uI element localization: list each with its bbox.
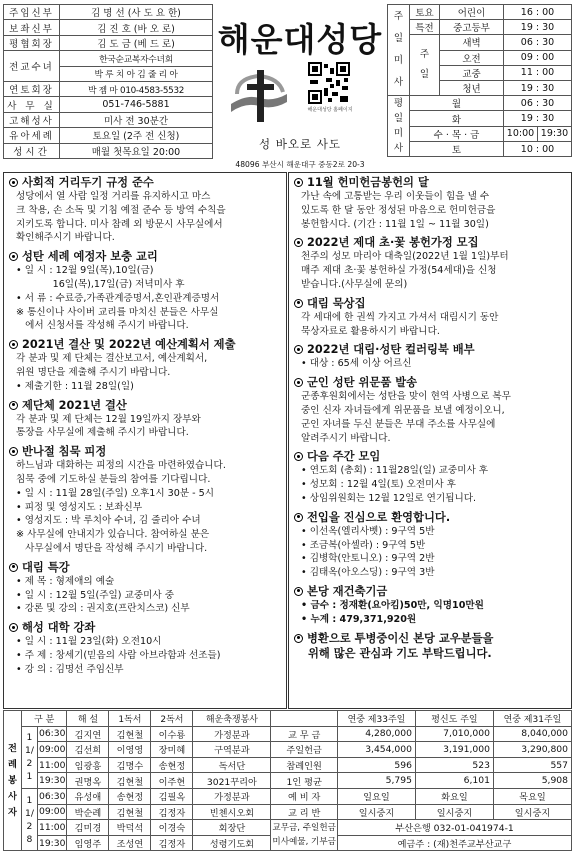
person-cell: 김선희 [67,742,109,758]
notice-line: • 강론 및 강의 : 권지호(프란치스코) 신부 [16,603,190,615]
notice-section [4,398,286,441]
mass-cell: 교중 [440,65,504,80]
notice-title [9,444,281,459]
weekday-day: 월 [410,96,504,111]
mass-row [388,5,572,20]
staff-value: 박 루 치 아 김 줄 리 아 [60,66,213,81]
notice-line: 천주의 성모 마리아 대축일(2022년 1월 1일)부터 [301,251,509,263]
date-cell [21,788,37,850]
group-cell: 독서단 [193,757,271,773]
notice-body [294,390,566,445]
notice-section [289,175,571,231]
notice-line: • 대상 : 65세 이상 어르신 [301,358,412,370]
time-cell: 09:00 [37,742,66,758]
mass-time: 16 : 00 [504,5,572,20]
mass-cell: 오전 [440,50,504,65]
notice-section [4,620,286,676]
notice-title [294,235,566,250]
staff-value: 매월 첫목요일 20:00 [60,143,213,158]
stat-label: 1인 평균 [271,773,338,789]
weekday-time: 19 : 30 [504,111,572,126]
notice-line: ※ 통신이나 사이버 교리를 마치신 분들은 사무실 [16,306,219,318]
staff-value: 051-746-5881 [60,97,213,112]
staff-row [4,112,213,127]
notice-title-text: 2022년 제대 초·꽃 봉헌가정 모집 [307,236,479,250]
notice-line: 통장을 사무실에 제출해 주시기 바랍니다. [16,427,189,439]
qr-code-icon[interactable] [308,62,350,104]
bullet-icon [294,299,303,308]
notice-title [9,398,281,413]
group-cell: 가정분과 [193,788,271,804]
staff-value: 박 젬 마 010-4583-5532 [60,81,213,96]
prayer-request-line [294,631,566,646]
bullet-icon [294,452,303,461]
time-cell: 19:30 [37,835,66,851]
weekday-mass-label [388,96,410,157]
notice-line: • 강 의 : 김명선 주임신부 [16,663,124,675]
column-header: 해운축쟁봉사 [193,711,271,727]
notice-title [294,175,566,190]
notice-line: 성당에서 열 사람 일정 거리를 유지하시고 마스 [16,191,211,202]
notice-line: 각 분과 및 제 단체는 12월 19일까지 장부와 [16,413,201,425]
person-cell: 김필옥 [151,788,193,804]
column-header: 1독서 [109,711,151,727]
notice-title-text: 11월 헌미헌금봉헌의 달 [307,176,429,189]
mass-row [388,126,572,141]
notice-body [294,357,566,371]
weekday-mass-label-text: 평일미사 [393,98,404,155]
group-cell: 가정분과 [193,726,271,742]
sunday-mass-label-text: 주일미사 [393,11,404,89]
person-cell: 임영주 [67,835,109,851]
notice-line: 지키도록 합니다. 미사 참례 외 방문시 사무실에서 [16,218,223,230]
date-cell [21,726,37,788]
staff-table [3,4,213,159]
notice-line: • 영성지도 : 박 루치아 수녀, 김 줄리아 수녀 [16,515,201,527]
date-text: 11/21 [24,732,34,783]
bullet-icon [9,447,18,456]
notice-title [9,175,281,190]
notice-title [9,249,281,264]
notice-title-text: 반나절 침묵 피정 [22,445,107,459]
notice-line: 16일(목),17일(금) 저녁미사 후 [16,278,185,290]
bullet-icon [294,513,303,522]
staff-row [4,81,213,96]
patron-saint: 성 바오로 사도 [259,137,341,151]
staff-label: 보좌신부 [4,20,60,35]
stat-label: 교 리 반 [271,804,338,820]
stat-value: 7,010,000 [415,726,493,742]
prayer-request-line: 위해 많은 관심과 기도 부탁드립니다. [308,646,492,660]
person-cell: 송현정 [151,757,193,773]
weekday-day: 화 [410,111,504,126]
notice-body [294,311,566,339]
notice-title-text: 대림 특강 [22,560,70,574]
notice-line: • 일 시 : 11월 23일(화) 오전10시 [16,636,162,648]
notice-title-text: 해성 대학 강좌 [22,621,96,635]
notice-line: • 연도회 (총회) : 11월28일(일) 교중미사 후 [301,465,489,477]
notice-body [9,575,281,616]
person-cell: 박덕석 [109,820,151,836]
notice-title [294,375,566,390]
mass-cell: 특전 [410,20,440,35]
notice-title [294,449,566,464]
column-header: 연중 제33주일 [337,711,415,727]
staff-label: 유아세례 [4,128,60,143]
mass-time: 06 : 30 [504,35,572,50]
notice-line: • 제 목 : 형제애의 예술 [16,575,115,587]
stat-value: 5,795 [337,773,415,789]
announcements-left [3,172,287,709]
group-cell: 3021꾸리아 [193,773,271,789]
notice-line: 알려주시기 바랍니다. [301,432,391,444]
mass-cell: 어린이 [440,5,504,20]
notice-body [294,599,566,627]
staff-row [4,51,213,66]
person-cell: 박순례 [67,804,109,820]
church-address: 48096 부산시 해운대구 중동2로 20-3 [235,160,365,169]
stat-value: 4,280,000 [337,726,415,742]
notice-line: • 주 제 : 창세기(믿음의 사람 아브라함과 선조들) [16,649,221,661]
column-header: 평신도 주일 [415,711,493,727]
notice-line: • 조금복(아셀라) : 9구역 5반 [301,539,426,551]
notice-title [294,296,566,311]
notice-body [294,464,566,505]
bullet-icon [294,378,303,387]
person-cell: 임광흥 [67,757,109,773]
notice-line: 가난 속에 고통받는 우리 이웃들이 힘을 낼 수 [301,191,490,202]
table-row [4,804,572,820]
bullet-icon [9,340,18,349]
bullet-icon [9,252,18,261]
prayer-request-text: 병환으로 투병중이신 본당 교우분들을 [307,631,494,645]
notice-line: 중인 신자 자녀들에게 위문품을 보낼 예정이오니, [301,404,505,416]
notice-title [294,342,566,357]
notice-title [9,620,281,635]
time-cell: 06:30 [37,788,66,804]
person-cell: 김지연 [67,726,109,742]
staff-label: 주임신부 [4,5,60,20]
table-row [4,757,572,773]
notice-title-text: 2022년 대림·성탄 컬러링북 배부 [307,343,475,357]
date-text: 11/28 [24,794,34,845]
notice-body [294,190,566,231]
staff-value: 김 명 선 (사 도 요 한) [60,5,213,20]
notice-title-text: 본당 재건축기금 [307,584,388,598]
notice-section [4,560,286,616]
notice-line: 있도록 한 달 동안 정성된 마음으로 헌미헌금을 [301,204,496,216]
table-row [4,726,572,742]
column-header: 연중 제31주일 [493,711,571,727]
stat-value: 일요일 [337,788,415,804]
stat-value: 목요일 [493,788,571,804]
notice-line: 각 분과 및 제 단체는 결산보고서, 예산계획서, [16,353,208,365]
stat-value: 8,040,000 [493,726,571,742]
mass-row [388,111,572,126]
liturgy-side-label-text: 전례봉사자 [8,742,17,818]
bullet-icon [9,563,18,572]
time-cell: 09:00 [37,804,66,820]
table-header-row [4,711,572,727]
notice-section [289,375,571,445]
stat-value: 3,290,800 [493,742,571,758]
notice-section [289,296,571,339]
bullet-icon [294,178,303,187]
notice-line: 묵상자료로 활용하시기 바랍니다. [301,325,440,337]
person-cell: 김미경 [67,820,109,836]
notice-line: 확인해주시기 바랍니다. [16,232,115,244]
notice-title-text: 다음 주간 모임 [307,450,381,464]
sunday-sub-label [410,35,440,96]
notice-section [4,249,286,333]
notice-line: 침묵 중에 기도하실 분들의 참여를 기다립니다. [16,473,211,485]
notice-line: • 상임위원회는 12월 12일로 연기됩니다. [301,492,477,504]
notice-line: • 성모회 : 12월 4일(토) 오전미사 후 [301,479,456,491]
staff-row [4,128,213,143]
staff-value: 김 도 금 (베 드 로) [60,35,213,50]
notice-body [9,264,281,333]
staff-value: 미사 전 30분간 [60,112,213,127]
notice-section [289,449,571,505]
weekday-time: 19:30 [538,126,572,141]
mass-cell: 청년 [440,80,504,95]
notice-line: 군종후원회에서는 성탄을 맞이 현역 사병으로 복무 [301,391,511,403]
person-cell: 장미혜 [151,742,193,758]
person-cell: 이영영 [109,742,151,758]
donation-label-line: 미사예물, 기부금 [272,837,336,848]
person-cell: 김현철 [109,804,151,820]
mass-row [388,20,572,35]
staff-value: 토요일 (2주 전 신청) [60,128,213,143]
mass-cell: 중고등부 [440,20,504,35]
notice-section [289,235,571,291]
notice-section [4,337,286,393]
staff-label: 연토회장 [4,81,60,96]
staff-label: 사 무 실 [4,97,60,112]
person-cell: 이경숙 [151,820,193,836]
notice-body [294,525,566,580]
notice-line: 크 착용, 손 소독 및 기침 예절 준수 등 방역 수칙을 [16,204,226,216]
column-header: 2독서 [151,711,193,727]
notice-line: 매주 제대 초·꽃 봉헌하실 가정(54세대)을 신청 [301,265,497,277]
bullet-icon [294,345,303,354]
person-cell: 유성애 [67,788,109,804]
notice-title [9,560,281,575]
account-holder: 예금주 : (재)천주교부산교구 [337,835,571,851]
notice-body [9,190,281,245]
weekday-time: 06 : 30 [504,96,572,111]
notice-title-text: 전입을 진심으로 환영합니다. [307,510,451,524]
weekday-time: 10 : 00 [504,141,572,156]
notice-body [9,635,281,676]
notice-line: 받습니다.(사무실에 문의) [301,278,408,290]
sunday-mass-label [388,5,410,96]
notice-line: 하느님과 대화하는 피정의 시간을 마련하였습니다. [16,460,226,472]
table-row [4,820,572,836]
notice-title [294,584,566,599]
mass-cell: 새벽 [440,35,504,50]
notice-line: • 일 시 : 12월 5일(주일) 교중미사 중 [16,589,174,601]
notice-body [9,413,281,441]
staff-row [4,97,213,112]
bullet-icon [9,401,18,410]
notice-section [289,584,571,627]
notice-line: ※ 사무실에 안내지가 있습니다. 참여하실 분은 [16,529,210,541]
notice-line: • 누계 : 479,371,920원 [301,613,417,625]
table-row [4,788,572,804]
notice-line: • 피정 및 영성지도 : 보좌신부 [16,501,143,513]
staff-value: 한국순교복자수녀회 [60,51,213,66]
time-cell: 11:00 [37,757,66,773]
donation-label [271,820,338,851]
person-cell: 김현철 [109,773,151,789]
staff-value: 김 진 호 (바 오 로) [60,20,213,35]
notice-line: • 김병학(안토니오) : 9구역 2반 [301,553,435,565]
church-name: 해운대성당 [217,20,383,59]
stat-value: 596 [337,757,415,773]
notice-title-text: 사회적 거리두기 규정 준수 [22,176,154,189]
notice-line: 위원 명단을 제출해 주시기 바랍니다. [16,366,171,378]
column-header: 해 설 [67,711,109,727]
time-cell: 19:30 [37,773,66,789]
staff-label: 고해성사 [4,112,60,127]
staff-label: 전교수녀 [4,51,60,82]
stat-value: 557 [493,757,571,773]
prayer-request [289,631,571,661]
stat-value: 화요일 [415,788,493,804]
stat-value: 3,191,000 [415,742,493,758]
bulletin-header [3,4,572,170]
notice-section [289,510,571,580]
table-row [4,773,572,789]
stat-value: 3,454,000 [337,742,415,758]
notice-line: • 일 시 : 11월 28일(주일) 오후1시 30분 - 5시 [16,487,215,499]
group-cell: 회장단 [193,820,271,836]
stat-value: 일시중지 [337,804,415,820]
notice-line: • 금수 : 정재환(요아킴)50만, 익명10만원 [301,599,484,611]
notice-line: 에서 신청서를 작성해 주시기 바랍니다. [16,320,189,332]
bullet-icon [294,634,303,643]
person-cell: 조성연 [109,835,151,851]
time-cell: 11:00 [37,820,66,836]
bullet-icon [9,623,18,632]
donation-label-line: 교무금, 주일헌금 [272,823,336,834]
stat-label: 참례인원 [271,757,338,773]
notice-title-text: 대림 묵상집 [307,296,366,310]
church-title-block [215,4,385,170]
mass-time: 19 : 30 [504,20,572,35]
qr-caption: 해운대성당 홈페이지 [307,107,353,113]
notice-title-text: 제단체 2021년 결산 [22,398,127,412]
stat-value: 5,908 [493,773,571,789]
notice-line: 각 세대에 한 권씩 가지고 가셔서 대림시기 동안 [301,311,499,323]
stat-label: 교 무 금 [271,726,338,742]
person-cell: 김현철 [109,726,151,742]
group-cell: 빈첸시오회 [193,804,271,820]
person-cell: 김명수 [109,757,151,773]
group-cell: 구역분과 [193,742,271,758]
notice-section [289,342,571,371]
liturgy-and-finance-table [3,710,572,851]
group-cell: 성령기도회 [193,835,271,851]
column-header [271,711,338,727]
notice-title-text: 성탄 세례 예정자 보충 교리 [22,250,158,264]
weekday-day: 토 [410,141,504,156]
notice-title [294,510,566,525]
table-row [4,742,572,758]
mass-time: 19 : 30 [504,80,572,95]
person-cell: 이주현 [151,773,193,789]
mass-row [388,141,572,156]
mass-cell: 토요 [410,5,440,20]
stat-value: 6,101 [415,773,493,789]
bullet-icon [9,178,18,187]
notice-line: 봉헌합시다. (기간 : 11월 1일 ~ 11월 30일) [301,218,489,230]
staff-row [4,5,213,20]
stat-value: 523 [415,757,493,773]
person-cell: 권명옥 [67,773,109,789]
person-cell: 김정자 [151,804,193,820]
stat-value: 일시중지 [493,804,571,820]
mass-time: 09 : 00 [504,50,572,65]
staff-row [4,20,213,35]
mass-time: 11 : 00 [504,65,572,80]
notice-title-text: 2021년 결산 및 2022년 예산계획서 제출 [22,338,236,352]
liturgy-side-label [4,711,22,851]
notice-section [4,175,286,245]
notice-title-text: 군인 성탄 위문품 발송 [307,376,418,390]
staff-label: 평협회장 [4,35,60,50]
staff-label: 성시간 [4,143,60,158]
mass-row [388,35,572,50]
person-cell: 송현정 [109,788,151,804]
weekday-day: 수 · 목 · 금 [410,126,504,141]
notice-line: • 일 시 : 12월 9일(목),10일(금) [16,265,154,277]
stat-label: 주일헌금 [271,742,338,758]
notice-body [9,459,281,556]
person-cell: 이수룡 [151,726,193,742]
cross-logo-icon [227,64,291,128]
person-cell: 김정자 [151,835,193,851]
bullet-icon [294,238,303,247]
notice-line: 군인 자녀를 두신 분들은 부대 주소를 사무실에 [301,418,496,430]
column-header: 구 분 [21,711,66,727]
notice-line: • 김태옥(아오스딩) : 9구역 3반 [301,567,435,579]
announcements-right [288,172,572,709]
sunday-sub-text: 주 일 [419,49,430,81]
stat-label: 예 비 자 [271,788,338,804]
notice-line: • 서 류 : 수료증,가족관계증명서,혼인관계증명서 [16,292,220,304]
stat-value: 일시중지 [415,804,493,820]
notice-line: 사무실에서 명단을 작성해 주시기 바랍니다. [16,542,208,554]
staff-row [4,35,213,50]
notice-line: • 제출기한 : 11월 28일(일) [16,380,134,392]
notice-body [9,352,281,393]
mass-row [388,96,572,111]
time-cell: 06:30 [37,726,66,742]
notice-section [4,444,286,556]
weekday-time: 10:00 [504,126,538,141]
bullet-icon [294,587,303,596]
notice-body [294,250,566,291]
bank-account: 부산은행 032-01-041974-1 [337,820,571,836]
staff-row [4,143,213,158]
notice-title [9,337,281,352]
notice-line: • 이선옥(엘리사벳) : 9구역 5반 [301,525,435,537]
mass-schedule-table [387,4,572,157]
